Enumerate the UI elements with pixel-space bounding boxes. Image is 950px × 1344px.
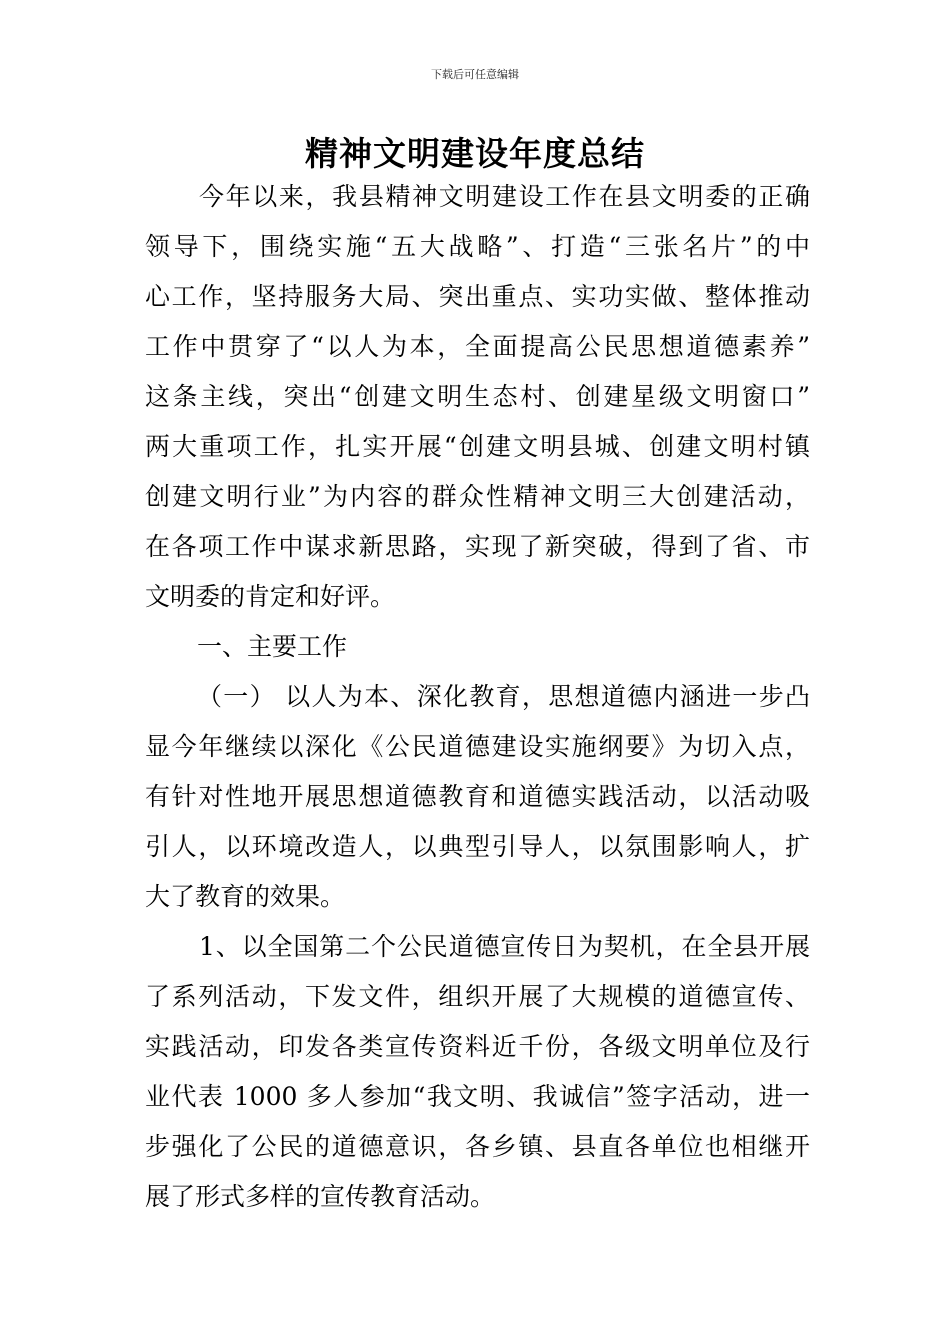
document-body — [145, 172, 810, 1222]
paragraph-line: 有针对性地开展思想道德教育和道德实践活动，以活动吸 — [145, 782, 810, 811]
paragraph-line: 引人，以环境改造人，以典型引导人，以氛围影响人，扩 — [145, 832, 810, 861]
paragraph-line: 今年以来，我县精神文明建设工作在县文明委的正确 — [199, 182, 810, 211]
paragraph-line: 创建文明行业”为内容的群众性精神文明三大创建活动， — [145, 482, 810, 511]
paragraph-line: 在各项工作中谋求新思路，实现了新突破，得到了省、市 — [145, 532, 810, 561]
paragraph-line: 了系列活动，下发文件，组织开展了大规模的道德宣传、 — [145, 982, 810, 1011]
paragraph-line: 大了教育的效果。 — [145, 882, 346, 911]
paragraph-line: 步强化了公民的道德意识，各乡镇、县直各单位也相继开 — [145, 1132, 810, 1161]
paragraph-line: （一） 以人为本、深化教育，思想道德内涵进一步凸 — [197, 682, 810, 711]
paragraph-line: 1、以全国第二个公民道德宣传日为契机，在全县开展 — [199, 932, 810, 961]
header-note: 下载后可任意编辑 — [431, 68, 519, 81]
paragraph-line: 实践活动，印发各类宣传资料近千份，各级文明单位及行 — [145, 1032, 810, 1061]
document-title: 精神文明建设年度总结 — [305, 134, 645, 173]
paragraph-line: 领导下，围绕实施“五大战略”、打造“三张名片”的中 — [145, 232, 810, 261]
paragraph-line: 文明委的肯定和好评。 — [145, 582, 396, 611]
paragraph-line: 业代表 1000 多人参加“我文明、我诚信”签字活动，进一 — [145, 1082, 810, 1111]
paragraph-line: 显今年继续以深化《公民道德建设实施纲要》为切入点， — [145, 732, 810, 761]
paragraph-line: 这条主线，突出“创建文明生态村、创建星级文明窗口” — [145, 382, 810, 411]
section-heading: 一、主要工作 — [197, 632, 348, 661]
paragraph-line: 工作中贯穿了“以人为本，全面提高公民思想道德素养” — [145, 332, 810, 361]
paragraph-line: 两大重项工作，扎实开展“创建文明县城、创建文明村镇 — [145, 432, 810, 461]
paragraph-line: 展了形式多样的宣传教育活动。 — [145, 1182, 496, 1211]
paragraph-line: 心工作，坚持服务大局、突出重点、实功实做、整体推动 — [145, 282, 810, 311]
